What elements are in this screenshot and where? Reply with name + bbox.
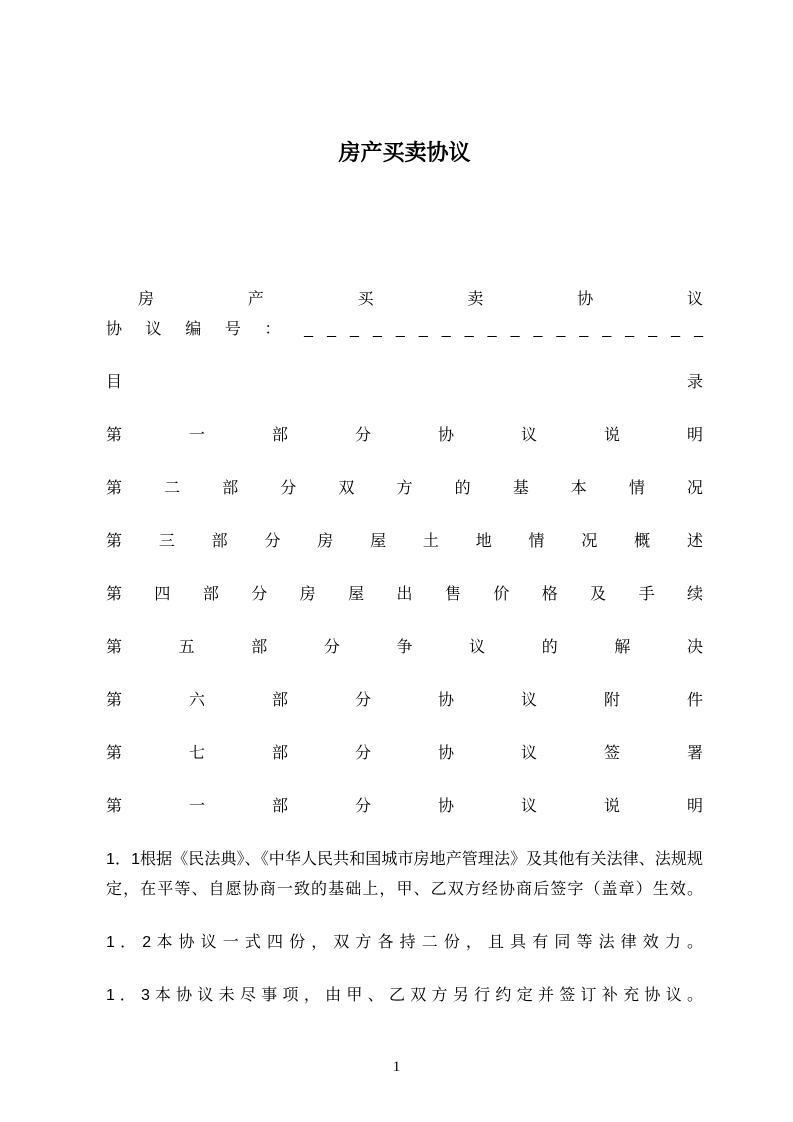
agreement-number-line: 协 议 编 号 ： _ _ _ _ _ _ _ _ _ _ _ _ _ _ _ _ _ _ <box>106 321 703 338</box>
toc-title: 目 录 <box>106 374 703 391</box>
toc-item: 第 二 部 分 双 方 的 基 本 情 况 <box>106 480 703 497</box>
clause-paragraph: 1．1根据《民法典》、《中华人民共和国城市房地产管理法》及其他有关法律、法规规定，在平等、自愿协商一致的基础上，甲、乙双方经协商后签字（盖章）生效。 <box>106 851 703 898</box>
toc-item: 第 六 部 分 协 议 附 件 <box>106 692 703 709</box>
toc-item: 第 三 部 分 房 屋 土 地 情 况 概 述 <box>106 533 703 550</box>
toc-item: 第 五 部 分 争 议 的 解 决 <box>106 639 703 656</box>
clause-paragraph: 1 ． 2 本 协 议 一 式 四 份 ， 双 方 各 持 二 份 ， 且 具 有 同 等 法 律 效 力 。 <box>106 934 703 951</box>
toc-item: 第 七 部 分 协 议 签 署 <box>106 745 703 762</box>
section-heading: 第 一 部 分 协 议 说 明 <box>106 798 703 815</box>
clause-paragraph: 1 ． 3 本 协 议 未 尽 事 项 ， 由 甲 、 乙 双 方 另 行 约 定 并 签 订 补 充 协 议 。 <box>106 987 703 1004</box>
doc-heading-line: 房 产 买 卖 协 议 <box>138 291 703 308</box>
document-title: 房产买卖协议 <box>338 140 471 165</box>
toc-item: 第 四 部 分 房 屋 出 售 价 格 及 手 续 <box>106 586 703 603</box>
toc-item: 第 一 部 分 协 议 说 明 <box>106 427 703 444</box>
page-number: 1 <box>392 1059 401 1075</box>
